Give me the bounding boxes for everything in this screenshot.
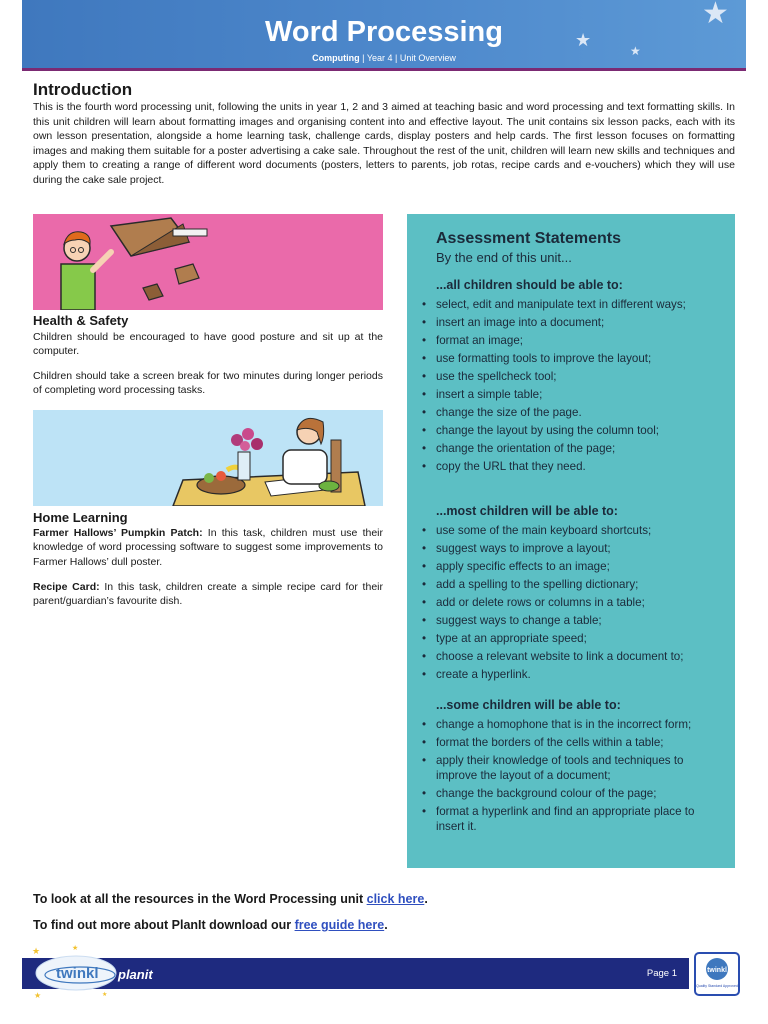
all-children-heading: ...all children should be able to: <box>436 278 623 292</box>
assessment-panel <box>407 214 735 868</box>
planit-logo-text: planit <box>118 967 153 982</box>
star-icon: ★ <box>102 992 108 998</box>
list-item: • apply specific effects to an image; <box>420 559 720 574</box>
twinkl-logo-text: twinkl <box>56 965 99 982</box>
list-item: • suggest ways to change a table; <box>420 613 720 628</box>
list-item: • use the spellcheck tool; <box>420 369 720 384</box>
star-icon: ★ <box>702 0 729 30</box>
list-item: • create a hyperlink. <box>420 667 720 682</box>
some-children-heading: ...some children will be able to: <box>436 698 621 712</box>
list-item: • select, edit and manipulate text in different ways; <box>420 297 720 312</box>
child-with-box-illustration <box>33 214 383 310</box>
resources-link-line: To look at all the resources in the Word Processing unit click here. <box>33 892 428 906</box>
star-icon: ★ <box>34 991 42 1000</box>
list-item: • suggest ways to improve a layout; <box>420 541 720 556</box>
list-item: • apply their knowledge of tools and techniques to improve the layout of a document; <box>420 753 720 783</box>
most-children-list <box>420 523 720 685</box>
list-item: • insert an image into a document; <box>420 315 720 330</box>
list-item: • use formatting tools to improve the layout; <box>420 351 720 366</box>
badge-text: twinkl <box>707 967 727 974</box>
list-item: • use some of the main keyboard shortcuts; <box>420 523 720 538</box>
star-icon: ★ <box>32 946 41 956</box>
list-item: • type at an appropriate speed; <box>420 631 720 646</box>
page-subtitle: Computing | Year 4 | Unit Overview <box>312 53 456 63</box>
list-item: • insert a simple table; <box>420 387 720 402</box>
girl-writing-illustration <box>33 410 383 506</box>
intro-text: This is the fourth word processing unit, following the units in year 1, 2 and 3 aimed at teaching basic and word processing and text formatting skills. In this unit children will learn about formatting images and organising content into and effective layout. The unit contains six lesson packs, each with its own lesson presentation, alongside a home learning task, challenge cards, display posters and help cards. The first lesson focuses on formatting images and making them suitable for a poster advertising a cake sale. Throughout the rest of the unit, children will learn new skills and techniques and apply them to creating a range of different word documents (posters, letters to parents, job rotas, recipe cards and e-vouchers) which they will use during the cake sale project. <box>33 101 735 186</box>
guide-link-line: To find out more about PlanIt download our free guide here. <box>33 918 388 932</box>
list-item: • change a homophone that is in the incorrect form; <box>420 717 720 732</box>
intro-heading: Introduction <box>33 80 133 99</box>
health-safety-heading: Health & Safety <box>33 313 129 328</box>
assessment-heading: Assessment Statements <box>436 230 621 247</box>
star-icon: ★ <box>575 30 592 50</box>
list-item: • choose a relevant website to link a document to; <box>420 649 720 664</box>
list-item: • add a spelling to the spelling dictionary; <box>420 577 720 592</box>
health-safety-text-2: Children should take a screen break for two minutes during longer periods of completing word processing tasks. <box>33 370 383 397</box>
assessment-subheading: By the end of this unit... <box>436 250 572 265</box>
free-guide-link[interactable]: free guide here <box>294 918 385 932</box>
most-children-heading: ...most children will be able to: <box>436 504 618 518</box>
list-item: • format a hyperlink and find an appropriate place to insert it. <box>420 804 720 834</box>
list-item: • format an image; <box>420 333 720 348</box>
list-item: • add or delete rows or columns in a table; <box>420 595 720 610</box>
list-item: • change the layout by using the column tool; <box>420 423 720 438</box>
some-children-list <box>420 717 720 837</box>
page-number: Page 1 <box>646 968 677 979</box>
home-learning-text-2: Recipe Card: In this task, children create a simple recipe card for their parent/guardian’s favourite dish. <box>33 581 383 608</box>
list-item: • format the borders of the cells within a table; <box>420 735 720 750</box>
star-icon: ★ <box>630 44 641 58</box>
health-safety-text-1: Children should be encouraged to have good posture and sit up at the computer. <box>33 331 383 358</box>
click-here-link[interactable]: click here <box>366 892 425 906</box>
home-learning-text-1: Farmer Hallows’ Pumpkin Patch: In this task, children must use their knowledge of word processing software to suggest some improvements to Farmer Hallows’ dull poster. <box>33 527 384 568</box>
star-icon: ★ <box>72 945 79 952</box>
twinkl-logo <box>32 944 172 1000</box>
page-header <box>22 0 746 68</box>
list-item: • change the orientation of the page; <box>420 441 720 456</box>
all-children-list <box>420 297 720 477</box>
page-title: Word Processing <box>265 16 503 48</box>
home-learning-heading: Home Learning <box>33 510 128 525</box>
badge-caption: Quality Standard Approved <box>696 984 738 988</box>
list-item: • change the size of the page. <box>420 405 720 420</box>
list-item: • change the background colour of the page; <box>420 786 720 801</box>
quality-badge-icon <box>694 952 740 996</box>
header-divider <box>22 68 746 71</box>
list-item: • copy the URL that they need. <box>420 459 720 474</box>
